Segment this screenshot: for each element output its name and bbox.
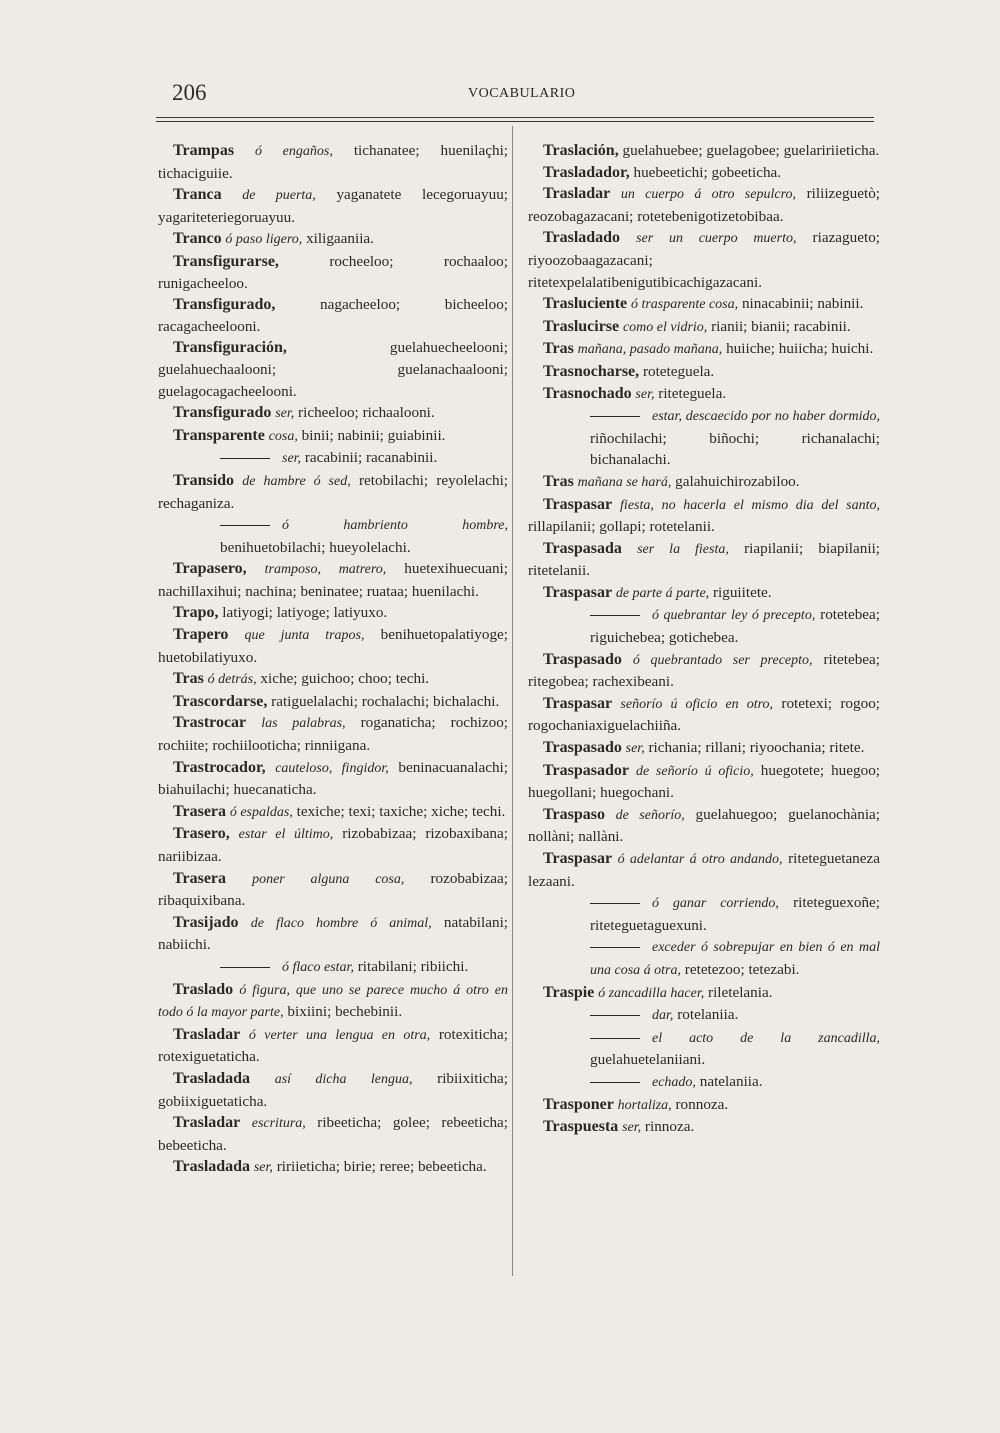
entry-definition: ribeeticha; golee; rebeeticha; bebeeticha.: [158, 1114, 508, 1154]
entry-headword: Trasluciente: [543, 295, 628, 313]
entry-definition: guelahuecheelooni; guelahuechaalooni; guelanachaalooni; guelagocagacheelooni.: [158, 339, 508, 400]
entry-definition: guelahuebee; guelagobee; guelaririieticha.: [622, 142, 880, 159]
dictionary-entry: [528, 936, 880, 981]
entry-gloss: de parte á parte,: [615, 585, 710, 601]
entry-gloss: las palabras,: [261, 716, 346, 732]
entry-gloss: estar el último,: [238, 827, 334, 843]
entry-headword: Trasladar: [173, 1114, 241, 1132]
entry-headword: Trasladador,: [543, 163, 630, 181]
entry-gloss: cauteloso, fingidor,: [275, 760, 389, 776]
entry-headword: Transfigurado: [173, 404, 272, 422]
dictionary-entry: [528, 1071, 880, 1094]
entry-headword: Traspasado: [543, 739, 622, 757]
entry-gloss: fiesta, no hacerla el mismo dia del santo,: [620, 497, 881, 513]
entry-definition: xiligaaniia.: [306, 230, 374, 248]
entry-gloss: ó espaldas,: [229, 804, 293, 820]
entry-definition: benihuetopalatiyoge; huetobilatiyuxo.: [158, 626, 509, 666]
dictionary-entry: [528, 892, 880, 936]
entry-definition: rianii; bianii; racabinii.: [711, 317, 851, 335]
entry-definition: huiiche; huiicha; huichi.: [726, 340, 874, 358]
entry-gloss: ser un cuerpo muerto,: [636, 231, 797, 247]
dictionary-entry: [528, 405, 880, 471]
entry-definition: riapilanii; biapilanii; ritetelanii.: [528, 539, 881, 580]
entry-headword: Traspasar: [543, 694, 613, 712]
entry-definition: bixiini; bechebinii.: [287, 1003, 403, 1021]
entry-headword: Trasera: [173, 802, 227, 820]
dictionary-entry: [158, 558, 508, 602]
entry-definition: rotelaniia.: [677, 1006, 739, 1024]
dictionary-entry: [528, 1094, 880, 1117]
entry-gloss: tramposo, matrero,: [264, 562, 387, 578]
dictionary-entry: [158, 140, 508, 184]
entry-gloss: ser la fiesta,: [637, 541, 729, 557]
entry-gloss: ó ganar corriendo,: [652, 896, 779, 912]
entry-definition: riliizeguetò; reozobagazacani; rotetebenigotizetobibaa.: [528, 185, 881, 225]
entry-definition: roteteguela.: [642, 362, 715, 380]
dictionary-entry: [158, 712, 508, 756]
entry-gloss: ó quebrantado ser precepto,: [632, 652, 813, 668]
entry-headword: Trastrocador,: [173, 758, 266, 776]
dictionary-entry: [158, 425, 508, 448]
dictionary-entry: [528, 982, 880, 1005]
repeat-dash: [220, 967, 270, 968]
repeat-dash: [590, 615, 640, 616]
entry-definition: ronnoza.: [675, 1095, 729, 1113]
entry-headword: Traspasar: [543, 583, 613, 601]
entry-definition: xiche; guichoo; choo; techi.: [260, 670, 430, 688]
header-rule-top: [156, 117, 874, 118]
entry-gloss: exceder ó sobrepujar en bien ó en mal una cosa á otra,: [590, 940, 880, 978]
repeat-dash: [590, 1082, 640, 1083]
dictionary-entry: [158, 1156, 508, 1179]
dictionary-entry: [528, 804, 880, 848]
entry-gloss: ó quebrantar ley ó precepto,: [652, 608, 816, 624]
entry-gloss: ó flaco estar,: [282, 959, 354, 975]
entry-gloss: ser,: [622, 1120, 642, 1136]
dictionary-entry: [158, 228, 508, 251]
entry-gloss: estar, descaecido por no haber dormido,: [652, 409, 880, 425]
entry-gloss: así dicha lengua,: [274, 1071, 413, 1087]
entry-definition: texiche; texi; taxiche; xiche; techi.: [296, 802, 506, 820]
entry-gloss: ser,: [275, 406, 295, 422]
dictionary-entry: [158, 956, 508, 979]
repeat-dash: [590, 416, 640, 417]
dictionary-entry: [528, 649, 880, 693]
entry-headword: Trapasero,: [173, 560, 247, 578]
entry-headword: Trasladar: [543, 185, 611, 203]
entry-headword: Trasladada: [173, 1158, 251, 1176]
entry-gloss: ser,: [253, 1160, 273, 1176]
entry-headword: Transparente: [173, 426, 265, 444]
dictionary-entry: [528, 582, 880, 605]
entry-definition: galahuichirozabiloo.: [675, 472, 800, 490]
entry-gloss: cosa,: [268, 428, 298, 444]
dictionary-entry: [158, 402, 508, 425]
entry-definition: riteteguela.: [658, 384, 727, 402]
entry-definition: rocheeloo; rochaaloo; runigacheeloo.: [158, 252, 508, 292]
dictionary-entry: [158, 823, 508, 867]
entry-definition: rotetexi; rogoo; rogochaniaxiguelachiiña.: [528, 694, 881, 735]
dictionary-entry: [158, 1024, 508, 1068]
dictionary-entry: [528, 471, 880, 494]
entry-headword: Transfiguración,: [173, 339, 287, 357]
entry-gloss: ó paso ligero,: [225, 232, 303, 248]
entry-headword: Trapo,: [173, 604, 219, 622]
dictionary-entry: [528, 383, 880, 406]
entry-gloss: ser,: [282, 451, 302, 467]
entry-headword: Trasero,: [173, 825, 230, 843]
dictionary-entry: [528, 538, 880, 582]
entry-headword: Traslado: [173, 980, 234, 998]
entry-definition: ritetebea; ritegobea; rachexibeani.: [528, 650, 880, 691]
entry-gloss: mañana, pasado mañana,: [577, 342, 723, 358]
dictionary-entry: [158, 294, 508, 337]
dictionary-entry: [158, 691, 508, 713]
dictionary-entry: [528, 227, 880, 293]
entry-gloss: como el vidrio,: [622, 319, 708, 335]
entry-headword: Tras: [543, 340, 574, 358]
entry-definition: yaganatete lecegoruayuu; yagariteteriegoruayuu.: [158, 186, 509, 226]
entry-headword: Trascordarse,: [173, 692, 268, 710]
entry-headword: Tranca: [173, 186, 222, 204]
dictionary-entry: [528, 737, 880, 760]
entry-definition: retetezoo; tetezabi.: [684, 960, 800, 978]
entry-gloss: ó engaños,: [255, 144, 333, 159]
entry-headword: Trasnochado: [543, 384, 632, 402]
entry-gloss: ser,: [625, 741, 645, 757]
entry-headword: Traslación,: [543, 142, 619, 159]
dictionary-entry: [158, 624, 508, 668]
entry-definition: riletelania.: [708, 983, 773, 1001]
entry-gloss: ó detrás,: [207, 672, 257, 688]
entry-headword: Trasladada: [173, 1069, 251, 1087]
entry-definition: riteteguetaneza lezaani.: [528, 850, 880, 890]
entry-definition: nagacheeloo; bicheeloo; racagacheelooni.: [158, 296, 509, 335]
entry-definition: riazagueto; riyoozobaagazacani; ritetexpelalatibenigutibicachigazacani.: [528, 229, 881, 291]
repeat-dash: [220, 458, 270, 459]
entry-gloss: dar,: [652, 1008, 674, 1024]
dictionary-entry: [528, 316, 880, 339]
dictionary-entry: [528, 140, 880, 162]
entry-headword: Tranco: [173, 230, 222, 248]
repeat-dash: [220, 525, 270, 526]
entry-gloss: de flaco hombre ó animal,: [250, 915, 432, 931]
dictionary-entry: [158, 757, 508, 801]
entry-gloss: ó hambriento hombre,: [282, 518, 508, 534]
entry-definition: guelahuetelaniiani.: [590, 1051, 706, 1069]
entry-definition: rozobabizaa; ribaquixibana.: [158, 869, 509, 910]
entry-definition: roganaticha; rochizoo; rochiite; rochiilooticha; rinniigana.: [158, 714, 509, 755]
dictionary-entry: [528, 494, 880, 538]
entry-headword: Trampas: [173, 142, 235, 159]
dictionary-entry: [528, 338, 880, 361]
dictionary-entry: [158, 868, 508, 912]
dictionary-entry: [158, 602, 508, 624]
running-head: VOCABULARIO: [468, 86, 576, 101]
entry-headword: Trasijado: [173, 913, 239, 931]
entry-definition: huegotete; huegoo; huegollani; huegochani.: [528, 761, 881, 802]
entry-definition: binii; nabinii; guiabinii.: [301, 426, 446, 444]
entry-headword: Traspuesta: [543, 1118, 619, 1136]
entry-headword: Trasponer: [543, 1095, 614, 1113]
dictionary-entry: [528, 848, 880, 892]
entry-definition: riteteguexoñe; riteteguetaguexuni.: [590, 894, 880, 934]
entry-headword: Traspasar: [543, 850, 613, 867]
entry-headword: Transido: [173, 471, 235, 489]
column-divider: [512, 126, 513, 1276]
entry-definition: natabilani; nabiichi.: [158, 913, 509, 954]
entry-headword: Traslucirse: [543, 317, 620, 335]
dictionary-entry: [528, 1116, 880, 1139]
right-column: [528, 140, 880, 1139]
dictionary-entry: [158, 251, 508, 294]
entry-gloss: un cuerpo á otro sepulcro,: [620, 187, 797, 203]
dictionary-entry: [158, 979, 508, 1024]
repeat-dash: [590, 903, 640, 904]
dictionary-entry: [158, 514, 508, 558]
repeat-dash: [590, 1015, 640, 1016]
entry-gloss: poner alguna cosa,: [252, 871, 405, 887]
header-rule-bottom: [156, 121, 874, 122]
entry-gloss: de señorío ú oficio,: [635, 763, 754, 779]
entry-definition: rotetebea; riguichebea; gotichebea.: [590, 606, 881, 647]
entry-gloss: ó figura, que uno se parece mucho á otro en todo ó la mayor parte,: [158, 982, 509, 1021]
entry-definition: benihuetobilachi; hueyolelachi.: [220, 538, 411, 556]
dictionary-entry: [158, 1068, 508, 1112]
entry-headword: Traspasador: [543, 761, 629, 779]
entry-headword: Traspaso: [543, 805, 605, 823]
entry-headword: Trastrocar: [173, 714, 247, 732]
entry-definition: ratiguelalachi; rochalachi; bichalachi.: [271, 692, 500, 710]
entry-definition: huetexihuecuani; nachillaxihui; nachina; beninatee; ruataa; huenilachi.: [158, 560, 508, 600]
entry-gloss: echado,: [652, 1074, 696, 1090]
entry-definition: ririieticha; birie; reree; bebeeticha.: [276, 1158, 487, 1176]
entry-definition: riguiitete.: [712, 583, 772, 601]
entry-definition: guelahuegoo; guelanochània; nollàni; nallàni.: [528, 805, 881, 846]
repeat-dash: [590, 1038, 640, 1039]
entry-definition: rizobabizaa; rizobaxibana; nariibizaa.: [158, 825, 508, 865]
entry-gloss: que junta trapos,: [244, 628, 365, 644]
dictionary-entry: [158, 912, 508, 956]
entry-headword: Tras: [543, 472, 574, 490]
entry-headword: Transfigurado,: [173, 296, 276, 314]
entry-definition: riñochilachi; biñochi; richanalachi; bichanalachi.: [590, 429, 880, 469]
page-header: [172, 80, 878, 112]
entry-definition: huebeetichi; gobeeticha.: [633, 163, 782, 181]
dictionary-entry: [158, 447, 508, 470]
entry-definition: latiyogi; latiyoge; latiyuxo.: [222, 604, 388, 622]
entry-gloss: ser,: [635, 386, 655, 402]
dictionary-entry: [528, 293, 880, 316]
entry-headword: Trapero: [173, 626, 229, 644]
entry-definition: natelaniia.: [699, 1072, 763, 1090]
entry-definition: ribiixiticha; gobiixiguetaticha.: [158, 1069, 508, 1110]
entry-headword: Tras: [173, 670, 204, 688]
repeat-dash: [590, 947, 640, 948]
entry-definition: rillapilanii; gollapi; rotetelanii.: [528, 518, 715, 536]
entry-gloss: ó trasparente cosa,: [630, 297, 739, 313]
entry-gloss: ó adelantar á otro andando,: [617, 852, 783, 867]
entry-gloss: de hambre ó sed,: [242, 473, 351, 489]
entry-gloss: ó verter una lengua en otra,: [248, 1027, 431, 1043]
dictionary-entry: [528, 361, 880, 383]
entry-headword: Traspie: [543, 983, 595, 1001]
entry-gloss: de señorío,: [615, 807, 685, 823]
entry-gloss: escritura,: [251, 1116, 306, 1132]
dictionary-entry: [158, 1112, 508, 1156]
entry-definition: rinnoza.: [644, 1118, 695, 1136]
entry-gloss: ó zancadilla hacer,: [598, 985, 705, 1001]
entry-headword: Trasera: [173, 869, 227, 887]
entry-gloss: mañana se hará,: [577, 474, 672, 490]
entry-headword: Traspasar: [543, 495, 613, 513]
entry-definition: ninacabinii; nabinii.: [741, 295, 864, 313]
entry-definition: retobilachi; reyolelachi; rechaganiza.: [158, 471, 509, 512]
entry-headword: Traspasada: [543, 539, 622, 557]
dictionary-entry: [158, 337, 508, 402]
entry-definition: richania; rillani; riyoochania; ritete.: [648, 739, 865, 757]
entry-gloss: de puerta,: [242, 188, 316, 204]
dictionary-entry: [528, 760, 880, 804]
dictionary-entry: [528, 1004, 880, 1027]
page-number: 206: [172, 80, 207, 105]
dictionary-entry: [158, 801, 508, 824]
entry-headword: Trasladado: [543, 229, 621, 247]
entry-headword: Trasladar: [173, 1025, 241, 1043]
entry-gloss: hortaliza,: [617, 1097, 672, 1113]
entry-definition: rotexiticha; rotexiguetaticha.: [158, 1025, 508, 1066]
dictionary-entry: [158, 668, 508, 691]
dictionary-entry: [528, 1027, 880, 1071]
dictionary-entry: [158, 470, 508, 514]
dictionary-entry: [528, 604, 880, 648]
entry-definition: ritabilani; ribiichi.: [357, 957, 469, 975]
left-column: [158, 140, 508, 1179]
entry-headword: Transfigurarse,: [173, 252, 279, 270]
entry-gloss: señorío ú oficio en otro,: [620, 696, 774, 712]
dictionary-entry: [528, 693, 880, 737]
dictionary-entry: [158, 184, 508, 228]
entry-definition: richeeloo; richaalooni.: [298, 404, 435, 422]
entry-definition: beninacuanalachi; biahuilachi; huecanaticha.: [158, 758, 508, 799]
entry-headword: Trasnocharse,: [543, 362, 640, 380]
entry-gloss: el acto de la zancadilla,: [652, 1030, 880, 1046]
dictionary-entry: [528, 183, 880, 227]
dictionary-entry: [528, 162, 880, 184]
entry-definition: tichanatee; huenilaçhi; tichaciguiie.: [158, 142, 509, 182]
entry-headword: Traspasado: [543, 650, 622, 668]
entry-definition: racabinii; racanabinii.: [304, 449, 438, 467]
